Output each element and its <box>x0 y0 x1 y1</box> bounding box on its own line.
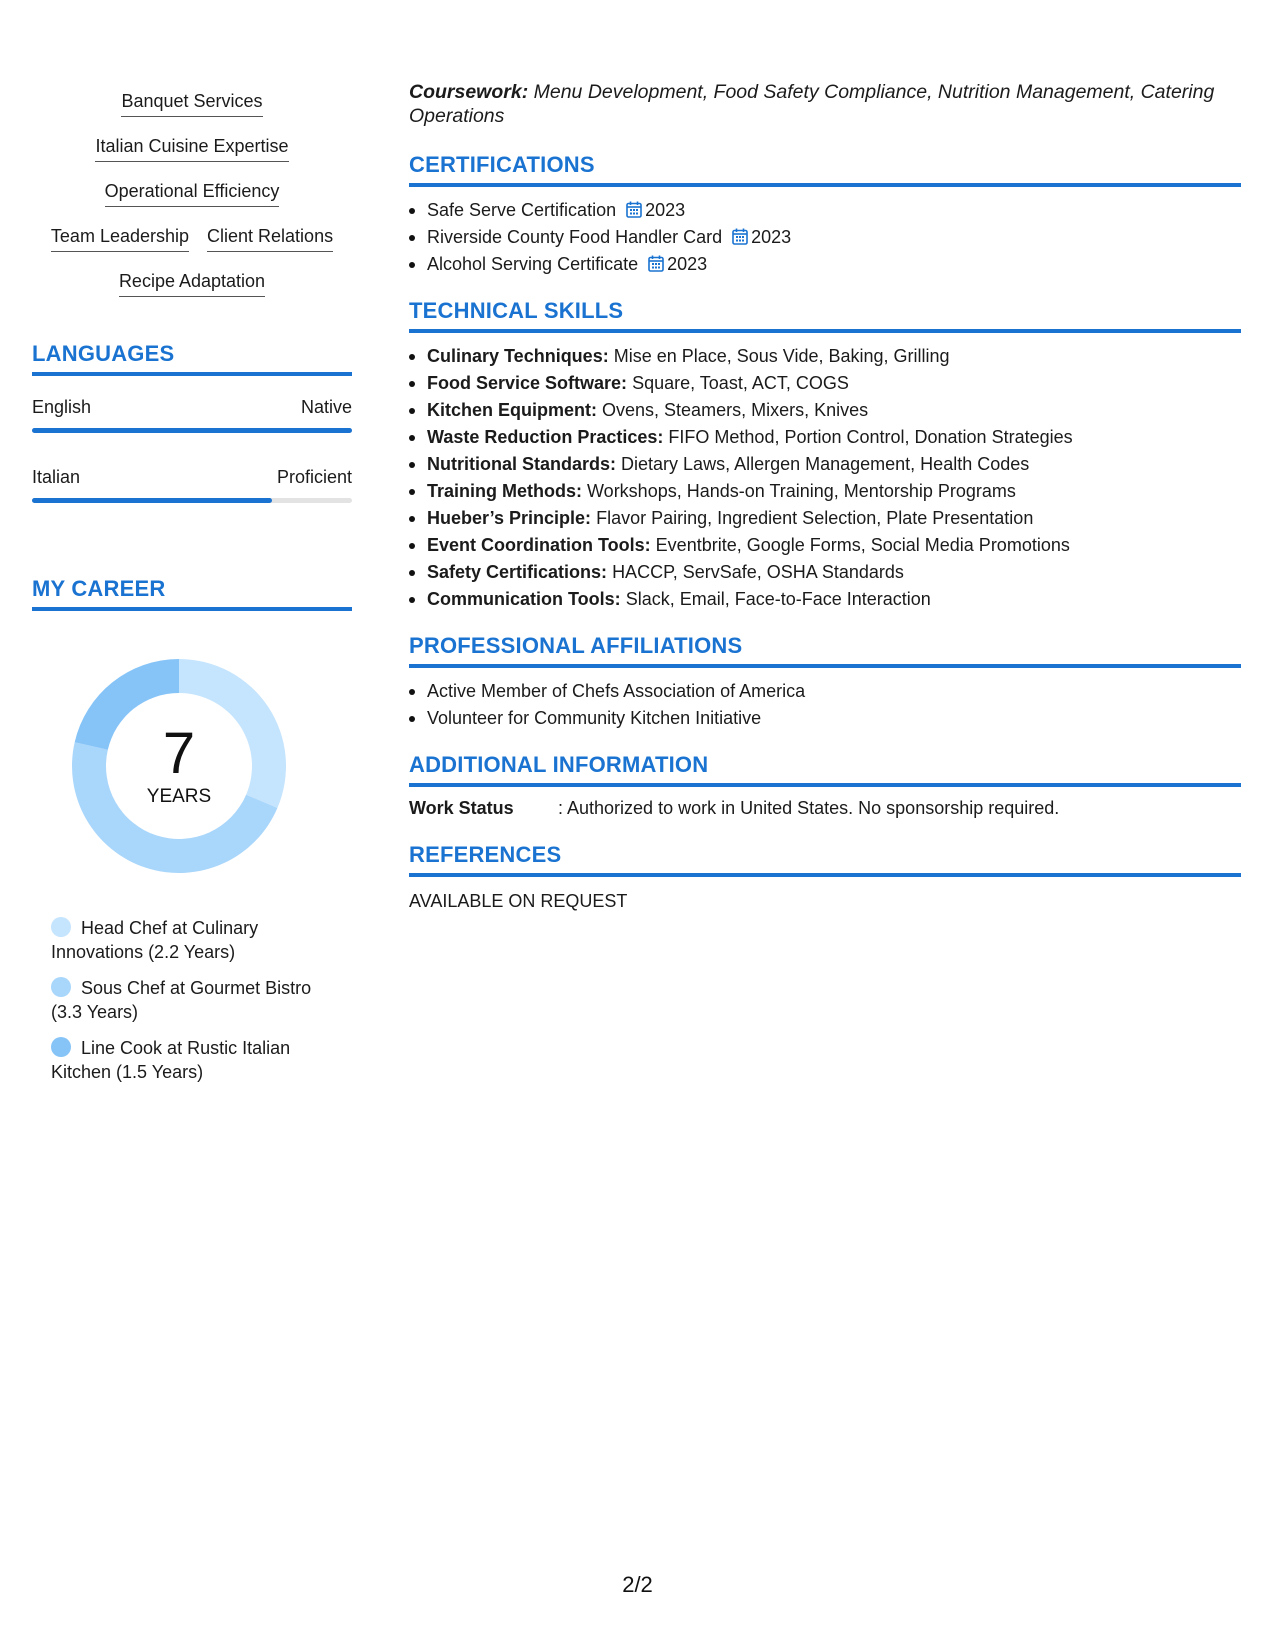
skill-text: HACCP, ServSafe, OSHA Standards <box>612 562 904 582</box>
work-status-row <box>409 795 1241 822</box>
language-level: Native <box>300 397 352 417</box>
coursework <box>409 80 1241 128</box>
affiliation-item: Active Member of Chefs Association of America <box>409 678 1241 705</box>
skill-label: Culinary Techniques: <box>427 346 609 366</box>
donut-center <box>64 651 294 881</box>
technical-skills-section <box>409 298 1241 613</box>
skill-tag: Italian Cuisine Expertise <box>95 135 288 162</box>
skill-label: Training Methods: <box>427 481 582 501</box>
language-level: Proficient <box>276 467 352 487</box>
coursework-label: Coursework: <box>409 81 529 103</box>
legend-item <box>51 976 322 1024</box>
skill-tag-row <box>121 80 262 125</box>
skill-item <box>409 478 1241 505</box>
legend-item <box>51 916 322 964</box>
skill-item <box>409 505 1241 532</box>
skill-text: Ovens, Steamers, Mixers, Knives <box>602 400 869 420</box>
legend-dot <box>51 917 71 937</box>
skill-label: Communication Tools: <box>427 589 621 609</box>
section-divider <box>409 664 1241 668</box>
language-name: Italian <box>32 467 81 487</box>
section-divider <box>409 183 1241 187</box>
skill-item <box>409 586 1241 613</box>
career-legend <box>32 916 322 1084</box>
references-heading: REFERENCES <box>409 842 562 867</box>
legend-dot <box>51 977 71 997</box>
skill-label: Safety Certifications: <box>427 562 608 582</box>
skill-tag-row <box>51 215 333 260</box>
skill-item <box>409 532 1241 559</box>
language-level-fill <box>32 428 352 433</box>
skill-label: Hueber’s Principle: <box>427 508 592 528</box>
skill-text: Slack, Email, Face-to-Face Interaction <box>625 589 931 609</box>
right-column <box>409 80 1241 913</box>
career-years-label: YEARS <box>146 786 212 807</box>
section-divider <box>409 329 1241 333</box>
skill-text: FIFO Method, Portion Control, Donation Strategies <box>668 427 1073 447</box>
skill-item <box>409 343 1241 370</box>
skill-tag: Client Relations <box>207 225 333 252</box>
certification-item <box>409 197 1241 224</box>
skill-text: Square, Toast, ACT, COGS <box>632 373 849 393</box>
skill-tag: Operational Efficiency <box>105 180 280 207</box>
legend-label: Head Chef at Culinary Innovations (2.2 Years) <box>51 918 259 962</box>
certification-year: 2023 <box>667 254 708 274</box>
affiliations-heading: PROFESSIONAL AFFILIATIONS <box>409 633 743 658</box>
skill-tag-row <box>95 125 288 170</box>
skill-tag-row <box>119 260 265 305</box>
calendar-icon <box>626 201 642 218</box>
career-total-years: 7 <box>162 721 196 786</box>
skill-item <box>409 559 1241 586</box>
skill-item <box>409 397 1241 424</box>
language-item <box>32 466 352 503</box>
affiliations-list <box>409 678 1241 732</box>
certifications-section <box>409 152 1241 278</box>
languages-section <box>32 341 352 503</box>
languages-heading: LANGUAGES <box>32 341 175 366</box>
skill-tag: Recipe Adaptation <box>119 270 265 297</box>
certification-name: Alcohol Serving Certificate <box>427 254 639 274</box>
skill-text: Workshops, Hands-on Training, Mentorship Programs <box>587 481 1016 501</box>
skill-label: Nutritional Standards: <box>427 454 617 474</box>
language-item <box>32 396 352 433</box>
left-column <box>32 80 352 1096</box>
certification-item <box>409 251 1241 278</box>
coursework-text: Menu Development, Food Safety Compliance, Nutrition Management, Catering Operations <box>409 81 1215 127</box>
language-level-bar <box>32 428 352 433</box>
career-donut-chart <box>64 651 294 881</box>
calendar-icon <box>732 228 748 245</box>
work-status-label: Work Status <box>409 798 514 818</box>
certification-year: 2023 <box>751 227 792 247</box>
skill-item <box>409 424 1241 451</box>
skill-tags <box>32 80 352 305</box>
language-name: English <box>32 397 92 417</box>
affiliation-item: Volunteer for Community Kitchen Initiative <box>409 705 1241 732</box>
section-divider <box>409 783 1241 787</box>
skill-text: Eventbrite, Google Forms, Social Media Promotions <box>655 535 1070 555</box>
certification-name: Safe Serve Certification <box>427 200 617 220</box>
skill-tag-row <box>105 170 280 215</box>
certification-item <box>409 224 1241 251</box>
work-status-value: : Authorized to work in United States. No sponsorship required. <box>558 798 1060 818</box>
skill-tag: Team Leadership <box>51 225 189 252</box>
references-text: AVAILABLE ON REQUEST <box>409 891 628 911</box>
legend-label: Sous Chef at Gourmet Bistro (3.3 Years) <box>51 978 312 1022</box>
references-section <box>409 842 1241 913</box>
certifications-heading: CERTIFICATIONS <box>409 152 595 177</box>
legend-item <box>51 1036 322 1084</box>
skill-label: Waste Reduction Practices: <box>427 427 664 447</box>
affiliations-section <box>409 633 1241 732</box>
additional-info-heading: ADDITIONAL INFORMATION <box>409 752 709 777</box>
career-heading: MY CAREER <box>32 576 166 601</box>
skill-item <box>409 370 1241 397</box>
language-level-bar <box>32 498 352 503</box>
skill-item <box>409 451 1241 478</box>
certification-year: 2023 <box>645 200 686 220</box>
calendar-icon <box>648 255 664 272</box>
skill-text: Mise en Place, Sous Vide, Baking, Grilling <box>613 346 950 366</box>
legend-label: Line Cook at Rustic Italian Kitchen (1.5 Years) <box>51 1038 291 1082</box>
certification-name: Riverside County Food Handler Card <box>427 227 723 247</box>
skill-text: Flavor Pairing, Ingredient Selection, Plate Presentation <box>596 508 1034 528</box>
technical-skills-heading: TECHNICAL SKILLS <box>409 298 624 323</box>
certifications-list <box>409 197 1241 278</box>
technical-skills-list <box>409 343 1241 613</box>
skill-label: Kitchen Equipment: <box>427 400 597 420</box>
page-number: 2/2 <box>622 1572 653 1597</box>
language-level-fill <box>32 498 272 503</box>
additional-info-section <box>409 752 1241 822</box>
skill-label: Food Service Software: <box>427 373 628 393</box>
section-divider <box>409 873 1241 877</box>
legend-dot <box>51 1037 71 1057</box>
section-divider <box>32 607 352 611</box>
skill-text: Dietary Laws, Allergen Management, Health Codes <box>621 454 1030 474</box>
skill-label: Event Coordination Tools: <box>427 535 651 555</box>
skill-tag: Banquet Services <box>121 90 262 117</box>
career-section <box>32 576 352 1084</box>
section-divider <box>32 372 352 376</box>
